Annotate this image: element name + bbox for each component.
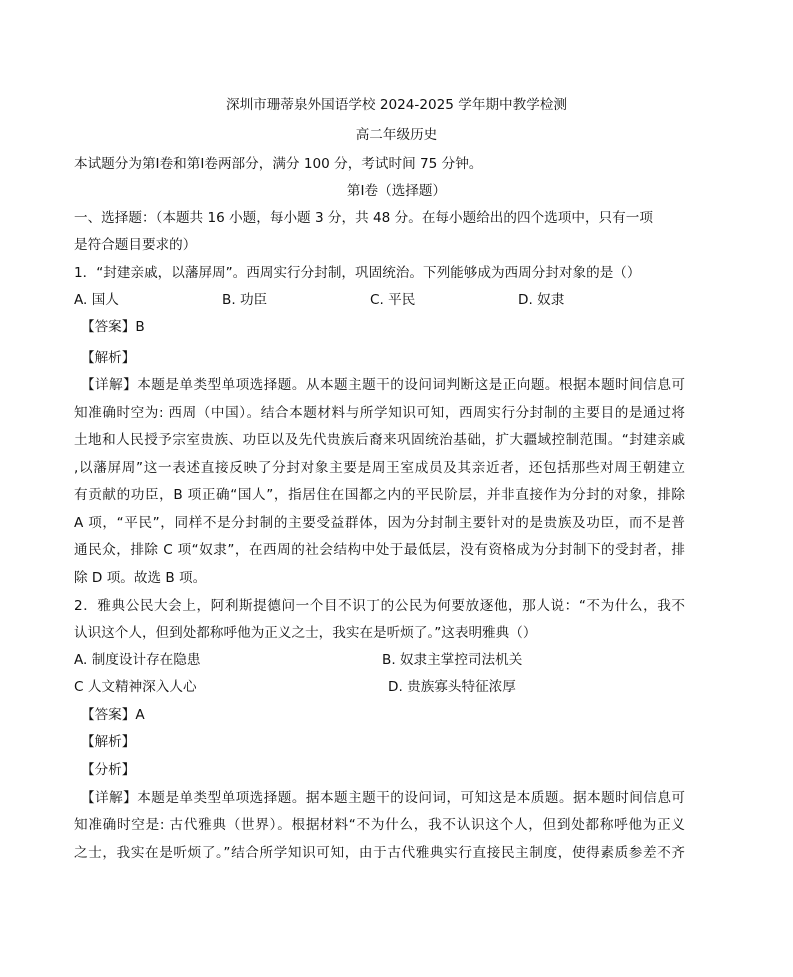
q2-fenxi-label: 【分析】: [81, 762, 136, 778]
q1-detail-line: 通民众，排除 C 项“奴隶”，在西周的社会结构中处于最低层，没有资格成为分封制下的受封者，排: [74, 542, 685, 558]
q1-answer: 【答案】B: [81, 319, 145, 335]
q2-stem-line-2: 认识这个人，但到处都称呼他为正义之士，我实在是听烦了。”这表明雅典（）: [74, 625, 537, 641]
q1-option-c: C. 平民: [370, 292, 416, 308]
q1-detail-line: 【详解】本题是单类型单项选择题。从本题主题干的设问词判断这是正向题。根据本题时间信息可: [81, 377, 685, 393]
instructions-line-2: 是符合题目要求的）: [74, 237, 197, 253]
q1-stem: 1．“封建亲戚，以藩屏周”。西周实行分封制，巩固统治。下列能够成为西周分封对象的是（）: [74, 265, 641, 281]
q1-detail-line: A 项，“平民”，同样不是分封制的主要受益群体，因为分封制主要针对的是贵族及功臣，而不是普: [74, 515, 685, 531]
q2-option-d: D. 贵族寡头特征浓厚: [388, 679, 516, 695]
instructions-line-1: 一、选择题：（本题共 16 小题，每小题 3 分，共 48 分。在每小题给出的四个选项中，只有一项: [74, 210, 653, 226]
q2-detail-line: 【详解】本题是单类型单项选择题。据本题主题干的设问词，可知这是本质题。据本题时间信息可: [81, 790, 685, 806]
q2-stem-line-1: 2．雅典公民大会上，阿利斯提德问一个目不识丁的公民为何要放逐他，那人说：“不为什么，我不: [74, 598, 685, 614]
subject-title: 高二年级历史: [355, 127, 438, 143]
q1-analysis-label: 【解析】: [81, 350, 136, 366]
q2-detail-line: 之士，我实在是听烦了。”结合所学知识可知，由于古代雅典实行直接民主制度，使得素质参差不齐: [74, 845, 685, 861]
q2-option-a: A. 制度设计存在隐患: [74, 652, 201, 668]
q2-answer: 【答案】A: [81, 707, 145, 723]
q2-analysis-label: 【解析】: [81, 734, 136, 750]
q1-option-d: D. 奴隶: [518, 292, 565, 308]
exam-intro: 本试题分为第Ⅰ卷和第Ⅰ卷两部分，满分 100 分，考试时间 75 分钟。: [74, 156, 483, 172]
q1-option-b: B. 功臣: [222, 292, 268, 308]
document-title: 深圳市珊蒂泉外国语学校 2024-2025 学年期中教学检测: [225, 97, 568, 113]
q1-detail-line: ,以藩屏周”这一表述直接反映了分封对象主要是周王室成员及其亲近者，还包括那些对周王朝建立: [74, 460, 685, 476]
q1-detail-line: 有贡献的功臣，B 项正确“国人”，指居住在国都之内的平民阶层，并非直接作为分封的对象，排除: [74, 487, 685, 503]
section-title: 第Ⅰ卷（选择题）: [346, 183, 447, 199]
q1-detail-line: 除 D 项。故选 B 项。: [74, 570, 207, 586]
q1-detail-line: 土地和人民授予宗室贵族、功臣以及先代贵族后裔来巩固统治基础，扩大疆域控制范围。“封建亲戚: [74, 432, 685, 448]
q2-option-c: C 人文精神深入人心: [74, 679, 197, 695]
q2-option-b: B. 奴隶主掌控司法机关: [382, 652, 523, 668]
q2-detail-line: 知准确时空是: 古代雅典（世界）。根据材料“不为什么，我不认识这个人，但到处都称呼他为正义: [74, 817, 685, 833]
q1-detail-line: 知准确时空为: 西周（中国）。结合本题材料与所学知识可知，西周实行分封制的主要目的是通过将: [74, 405, 685, 421]
q1-option-a: A. 国人: [74, 292, 119, 308]
